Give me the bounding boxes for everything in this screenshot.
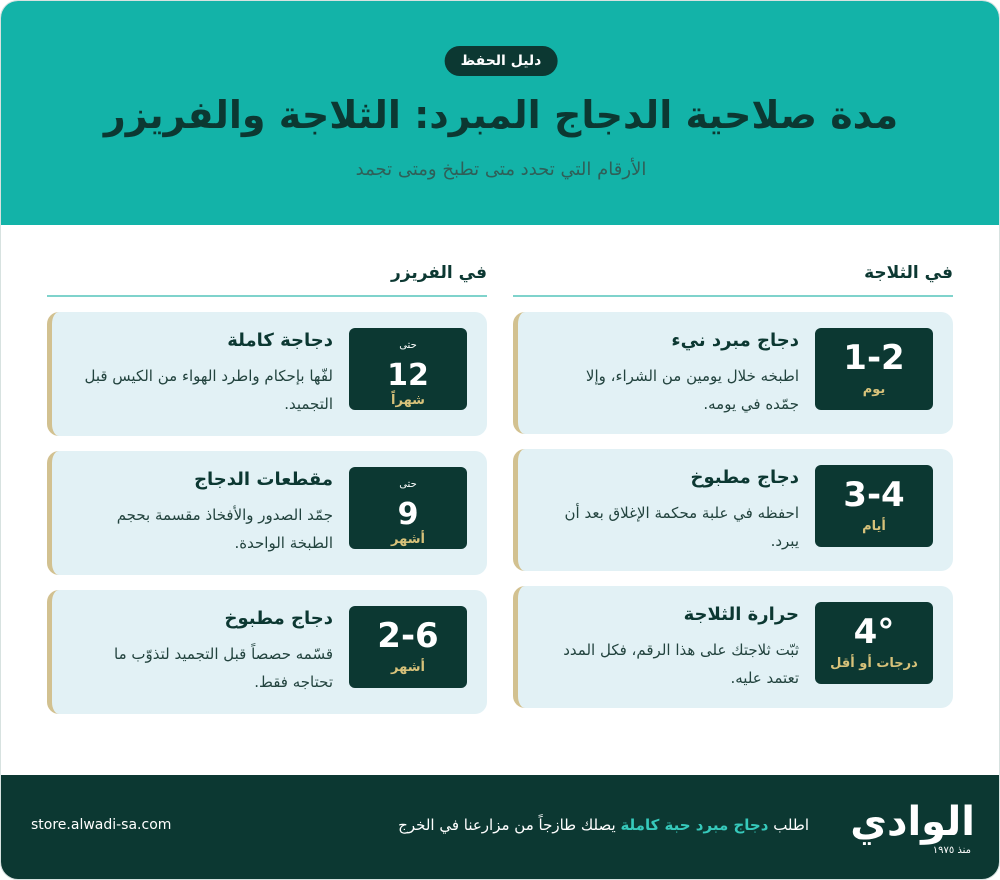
freezer-column <box>47 263 487 714</box>
footer <box>1 775 1000 879</box>
duration-number: 2-6 <box>377 616 439 656</box>
duration-number: 1-2 <box>843 338 905 378</box>
duration-badge <box>349 467 467 549</box>
card-title: دجاج مطبوخ <box>224 608 333 629</box>
fridge-card-raw <box>513 312 953 434</box>
fridge-card-temperature <box>513 586 953 708</box>
footer-message-start: اطلب <box>773 816 809 834</box>
duration-unit: أشهر <box>391 660 425 675</box>
duration-badge <box>815 465 933 547</box>
duration-unit: شهراً <box>391 393 425 408</box>
card-description: لفّها بإحكام واطرد الهواء من الكيس قبل التجميد. <box>84 367 333 413</box>
card-description: قسّمه حصصاً قبل التجميد لتذوّب ما تحتاجه فقط. <box>114 645 333 691</box>
logo-wordmark: الوادي <box>850 799 975 845</box>
duration-number: 9 <box>397 497 419 532</box>
card-description: ثبّت ثلاجتك على هذا الرقم، فكل المدد تعتمد عليه. <box>563 641 799 687</box>
page-title: مدة صلاحية الدجاج المبرد: الثلاجة والفريزر <box>103 93 899 137</box>
store-link[interactable]: store.alwadi-sa.com <box>31 817 172 833</box>
card-title: دجاجة كاملة <box>227 330 333 351</box>
logo-since: منذ ١٩٧٥ <box>932 845 971 856</box>
duration-badge <box>349 328 467 410</box>
page-subtitle: الأرقام التي تحدد متى تطبخ ومتى تجمد <box>355 159 647 180</box>
footer-product-highlight: دجاج مبرد حبة كاملة <box>620 816 769 834</box>
card-description: جمّد الصدور والأفخاذ مقسمة بحجم الطبخة الواحدة. <box>116 506 333 552</box>
freezer-card-parts <box>47 451 487 575</box>
card-description: اطبخه خلال يومين من الشراء، وإلا جمّده في يومه. <box>585 367 799 413</box>
footer-message <box>398 816 809 834</box>
duration-number: 3-4 <box>843 475 905 515</box>
freezer-heading: في الفريزر <box>47 263 487 297</box>
duration-unit: أشهر <box>391 532 425 547</box>
fridge-heading: في الثلاجة <box>513 263 953 297</box>
brand-logo <box>851 799 975 857</box>
duration-unit: يوم <box>862 382 886 397</box>
temperature-badge <box>815 602 933 684</box>
duration-badge <box>815 328 933 410</box>
card-title: حرارة الثلاجة <box>683 604 799 625</box>
card-description: احفظه في علبة محكمة الإغلاق بعد أن يبرد. <box>564 504 799 550</box>
freezer-card-whole <box>47 312 487 436</box>
duration-prefix: حتى <box>399 479 417 490</box>
fridge-card-cooked <box>513 449 953 571</box>
duration-unit: أيام <box>862 519 886 534</box>
duration-number: 12 <box>387 358 429 393</box>
freezer-card-cooked <box>47 590 487 714</box>
card-title: مقطعات الدجاج <box>194 469 333 490</box>
temperature-number: 4° <box>853 612 895 652</box>
card-title: دجاج مبرد نيء <box>671 330 799 351</box>
footer-message-end: يصلك طازجاً من مزارعنا في الخرج <box>398 816 616 834</box>
duration-prefix: حتى <box>399 340 417 351</box>
guide-pill: دليل الحفظ <box>445 46 558 76</box>
temperature-unit: درجات أو أقل <box>830 656 918 671</box>
card-title: دجاج مطبوخ <box>690 467 799 488</box>
header <box>1 1 1000 225</box>
duration-badge <box>349 606 467 688</box>
fridge-column <box>513 263 953 708</box>
